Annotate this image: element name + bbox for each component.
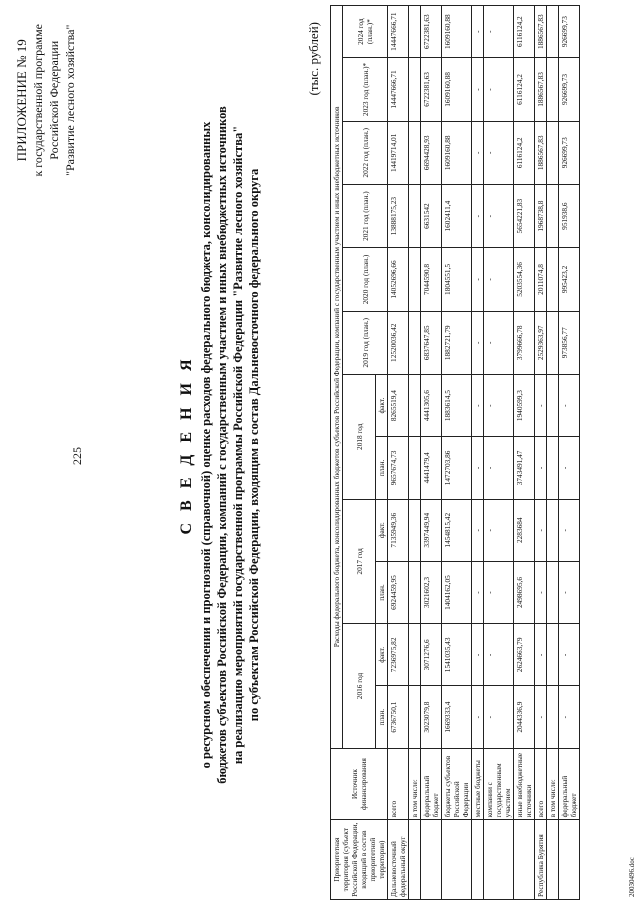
cell-value bbox=[547, 248, 559, 311]
cell-value: - bbox=[484, 374, 514, 436]
cell-value: - bbox=[484, 248, 514, 311]
header-year: 2018 год bbox=[343, 374, 376, 499]
cell-value: 1609160,88 bbox=[442, 58, 472, 121]
cell-value: - bbox=[472, 686, 484, 748]
title-heading: С В Е Д Е Н И Я bbox=[178, 355, 195, 535]
cell-value: 1886567,83 bbox=[535, 58, 547, 121]
cell-value: 1454815,42 bbox=[442, 499, 472, 561]
cell-value: - bbox=[472, 311, 484, 374]
cell-value bbox=[547, 311, 559, 374]
cell-value: - bbox=[472, 374, 484, 436]
title-line: на реализацию мероприятий государственной программы Российской Федерации "Развитие лесного хозяйства" bbox=[231, 125, 245, 765]
header-fact: факт. bbox=[376, 374, 388, 436]
appendix-line: Российской Федерации bbox=[47, 40, 61, 160]
cell-value: 1541035,43 bbox=[442, 624, 472, 686]
header-plan: план. bbox=[376, 561, 388, 623]
cell-value: 1609160,88 bbox=[442, 121, 472, 184]
cell-value: 2283684 bbox=[514, 499, 535, 561]
cell-value: - bbox=[559, 686, 580, 748]
cell-source: в том числе: bbox=[409, 748, 421, 820]
cell-value bbox=[547, 6, 559, 58]
title-line: о ресурсном обеспечении и прогнозной (справочной) оценке расходов федерального бюджета, консолидированных bbox=[199, 121, 213, 769]
cell-value bbox=[547, 499, 559, 561]
header-territory: Приоритетная территория (субъект Российской Федерации, входящий в состав приоритетной территории) bbox=[331, 820, 388, 900]
cell-value bbox=[409, 561, 421, 623]
cell-value bbox=[409, 374, 421, 436]
cell-value bbox=[547, 121, 559, 184]
cell-value: 1804551,5 bbox=[442, 248, 472, 311]
header-year: 2019 год (план.) bbox=[343, 311, 388, 374]
cell-value: 926699,73 bbox=[559, 58, 580, 121]
cell-value: 1886567,83 bbox=[535, 6, 547, 58]
cell-value: - bbox=[535, 437, 547, 499]
title-line: по субъектам Российской Федерации, входящим в состав Дальневосточного федерального округа bbox=[247, 168, 261, 722]
cell-value: - bbox=[484, 624, 514, 686]
cell-value: 951938,6 bbox=[559, 184, 580, 247]
cell-value: 1883614,5 bbox=[442, 374, 472, 436]
cell-source: всего bbox=[388, 748, 409, 820]
appendix-line: к государственной программе bbox=[31, 24, 45, 177]
cell-value: - bbox=[559, 437, 580, 499]
cell-value: - bbox=[484, 437, 514, 499]
header-year: 2020 год (план.) bbox=[343, 248, 388, 311]
cell-value: 1940599,3 bbox=[514, 374, 535, 436]
cell-value bbox=[409, 686, 421, 748]
cell-value: - bbox=[484, 499, 514, 561]
cell-value: 6116124,2 bbox=[514, 121, 535, 184]
cell-value: 1602411,4 bbox=[442, 184, 472, 247]
units-label: (тыс. рублей) bbox=[306, 22, 321, 96]
cell-value: - bbox=[472, 499, 484, 561]
cell-value: 1968738,8 bbox=[535, 184, 547, 247]
table-row bbox=[547, 6, 559, 900]
cell-value bbox=[409, 58, 421, 121]
header-plan: план. bbox=[376, 437, 388, 499]
cell-value: 6837647,85 bbox=[421, 311, 442, 374]
cell-value: 1882721,79 bbox=[442, 311, 472, 374]
header-fact: факт. bbox=[376, 499, 388, 561]
cell-value: - bbox=[484, 6, 514, 58]
cell-territory bbox=[559, 820, 580, 900]
header-year: 2023 год (план.)* bbox=[343, 58, 388, 121]
cell-value: 995423,2 bbox=[559, 248, 580, 311]
cell-source: федеральный бюджет bbox=[559, 748, 580, 820]
cell-value: 2011074,8 bbox=[535, 248, 547, 311]
table-row bbox=[472, 6, 484, 900]
cell-value: 2624663,79 bbox=[514, 624, 535, 686]
table-body bbox=[388, 6, 580, 900]
cell-value bbox=[409, 437, 421, 499]
cell-value: 7236975,82 bbox=[388, 624, 409, 686]
cell-value: 3743491,47 bbox=[514, 437, 535, 499]
cell-value: - bbox=[559, 374, 580, 436]
cell-value: 926699,73 bbox=[559, 121, 580, 184]
cell-value: 14447666,71 bbox=[388, 58, 409, 121]
table-row bbox=[421, 6, 442, 900]
table-row bbox=[442, 6, 472, 900]
header-year: 2016 год bbox=[343, 624, 376, 749]
cell-value: 5654221,83 bbox=[514, 184, 535, 247]
cell-territory: Республика Бурятия bbox=[535, 820, 547, 900]
appendix-block bbox=[14, 24, 78, 177]
header-source: Источник финансирования bbox=[331, 748, 388, 820]
cell-territory bbox=[472, 820, 484, 900]
cell-value bbox=[547, 686, 559, 748]
title-line: бюджетов субъектов Российской Федерации, компаний с государственным участием и иных внебюджетных источников bbox=[215, 106, 229, 784]
cell-territory bbox=[547, 820, 559, 900]
cell-value: 6722381,63 bbox=[421, 58, 442, 121]
header-plan: план. bbox=[376, 686, 388, 748]
cell-value: - bbox=[472, 121, 484, 184]
cell-territory: Дальневосточный федеральный округ bbox=[388, 820, 409, 900]
cell-territory bbox=[409, 820, 421, 900]
cell-value bbox=[409, 311, 421, 374]
cell-value: 13888175,23 bbox=[388, 184, 409, 247]
cell-source: федеральный бюджет bbox=[421, 748, 442, 820]
cell-value bbox=[547, 184, 559, 247]
cell-value: 973856,77 bbox=[559, 311, 580, 374]
cell-value: - bbox=[484, 686, 514, 748]
cell-value: 1404162,05 bbox=[442, 561, 472, 623]
cell-value: 1886567,83 bbox=[535, 121, 547, 184]
cell-value: - bbox=[535, 686, 547, 748]
page-number: 225 bbox=[70, 447, 84, 465]
cell-value: - bbox=[484, 121, 514, 184]
cell-value: 2044336,9 bbox=[514, 686, 535, 748]
cell-value: 6631542 bbox=[421, 184, 442, 247]
cell-source: иные внебюджетные источники bbox=[514, 748, 535, 820]
cell-value: 5203554,36 bbox=[514, 248, 535, 311]
funding-table bbox=[330, 5, 580, 900]
cell-value: 6694428,93 bbox=[421, 121, 442, 184]
cell-value bbox=[547, 437, 559, 499]
cell-value: 9657674,73 bbox=[388, 437, 409, 499]
cell-value bbox=[409, 248, 421, 311]
appendix-number: ПРИЛОЖЕНИЕ № 19 bbox=[14, 39, 29, 162]
table-row bbox=[559, 6, 580, 900]
cell-value: 1609160,88 bbox=[442, 6, 472, 58]
cell-value bbox=[409, 624, 421, 686]
cell-value: 6116124,2 bbox=[514, 58, 535, 121]
cell-value: - bbox=[472, 437, 484, 499]
cell-territory bbox=[484, 820, 514, 900]
header-fact: факт. bbox=[376, 624, 388, 686]
cell-value: 6116124,2 bbox=[514, 6, 535, 58]
cell-value: 14052696,66 bbox=[388, 248, 409, 311]
header-year: 2022 год (план.) bbox=[343, 121, 388, 184]
table-row bbox=[409, 6, 421, 900]
cell-value: - bbox=[472, 624, 484, 686]
cell-value: 3021602,3 bbox=[421, 561, 442, 623]
cell-value bbox=[409, 121, 421, 184]
cell-territory bbox=[421, 820, 442, 900]
header-year: 2017 год bbox=[343, 499, 376, 624]
cell-value: - bbox=[559, 561, 580, 623]
cell-value: 4441305,6 bbox=[421, 374, 442, 436]
cell-source: бюджеты субъектов Российской Федерации bbox=[442, 748, 472, 820]
cell-value bbox=[547, 58, 559, 121]
cell-value: 6924459,95 bbox=[388, 561, 409, 623]
footer-filename: 20030496.doc bbox=[628, 857, 636, 897]
document-title bbox=[178, 65, 262, 825]
cell-value bbox=[409, 6, 421, 58]
header-year: 2024 год (план.)* bbox=[343, 6, 388, 58]
cell-value: - bbox=[484, 184, 514, 247]
table-row bbox=[388, 6, 409, 900]
cell-value: 4441479,4 bbox=[421, 437, 442, 499]
cell-source: местные бюджеты bbox=[472, 748, 484, 820]
cell-value: - bbox=[472, 58, 484, 121]
cell-value bbox=[547, 561, 559, 623]
cell-value: 3397449,94 bbox=[421, 499, 442, 561]
cell-value bbox=[409, 499, 421, 561]
cell-value: 14447666,71 bbox=[388, 6, 409, 58]
cell-value bbox=[547, 374, 559, 436]
cell-value: - bbox=[472, 248, 484, 311]
cell-source: в том числе: bbox=[547, 748, 559, 820]
cell-value: 2529363,97 bbox=[535, 311, 547, 374]
cell-value: - bbox=[472, 561, 484, 623]
cell-source: компании с государственным участием bbox=[484, 748, 514, 820]
cell-value: 6736750,1 bbox=[388, 686, 409, 748]
cell-value: - bbox=[535, 624, 547, 686]
cell-value: - bbox=[535, 374, 547, 436]
cell-source: всего bbox=[535, 748, 547, 820]
cell-value: 3023079,8 bbox=[421, 686, 442, 748]
cell-value: - bbox=[535, 561, 547, 623]
cell-value: - bbox=[472, 184, 484, 247]
cell-value: 7135949,36 bbox=[388, 499, 409, 561]
cell-value: - bbox=[559, 499, 580, 561]
cell-value bbox=[409, 184, 421, 247]
appendix-line: "Развитие лесного хозяйства" bbox=[63, 24, 77, 176]
header-expenses-group: Расходы федерального бюджета, консолидированных бюджетов субъектов Российской Федерации, компаний с государственным участием и иных внебюджетных источников bbox=[331, 6, 343, 749]
cell-value: 3799666,78 bbox=[514, 311, 535, 374]
header-year: 2021 год (план.) bbox=[343, 184, 388, 247]
cell-territory bbox=[442, 820, 472, 900]
cell-value: - bbox=[472, 6, 484, 58]
cell-value: - bbox=[535, 499, 547, 561]
table-row bbox=[484, 6, 514, 900]
cell-value: 14419714,01 bbox=[388, 121, 409, 184]
cell-value: 8265519,4 bbox=[388, 374, 409, 436]
cell-territory bbox=[514, 820, 535, 900]
cell-value: - bbox=[559, 624, 580, 686]
cell-value: 926699,73 bbox=[559, 6, 580, 58]
cell-value: - bbox=[484, 561, 514, 623]
cell-value: 1669333,4 bbox=[442, 686, 472, 748]
cell-value: 7044590,8 bbox=[421, 248, 442, 311]
table-row bbox=[535, 6, 547, 900]
table-row bbox=[514, 6, 535, 900]
cell-value: - bbox=[484, 58, 514, 121]
cell-value: 6722381,63 bbox=[421, 6, 442, 58]
cell-value: 3071276,6 bbox=[421, 624, 442, 686]
cell-value: 2498695,6 bbox=[514, 561, 535, 623]
cell-value: 12520036,42 bbox=[388, 311, 409, 374]
cell-value: 1472703,86 bbox=[442, 437, 472, 499]
cell-value: - bbox=[484, 311, 514, 374]
cell-value bbox=[547, 624, 559, 686]
